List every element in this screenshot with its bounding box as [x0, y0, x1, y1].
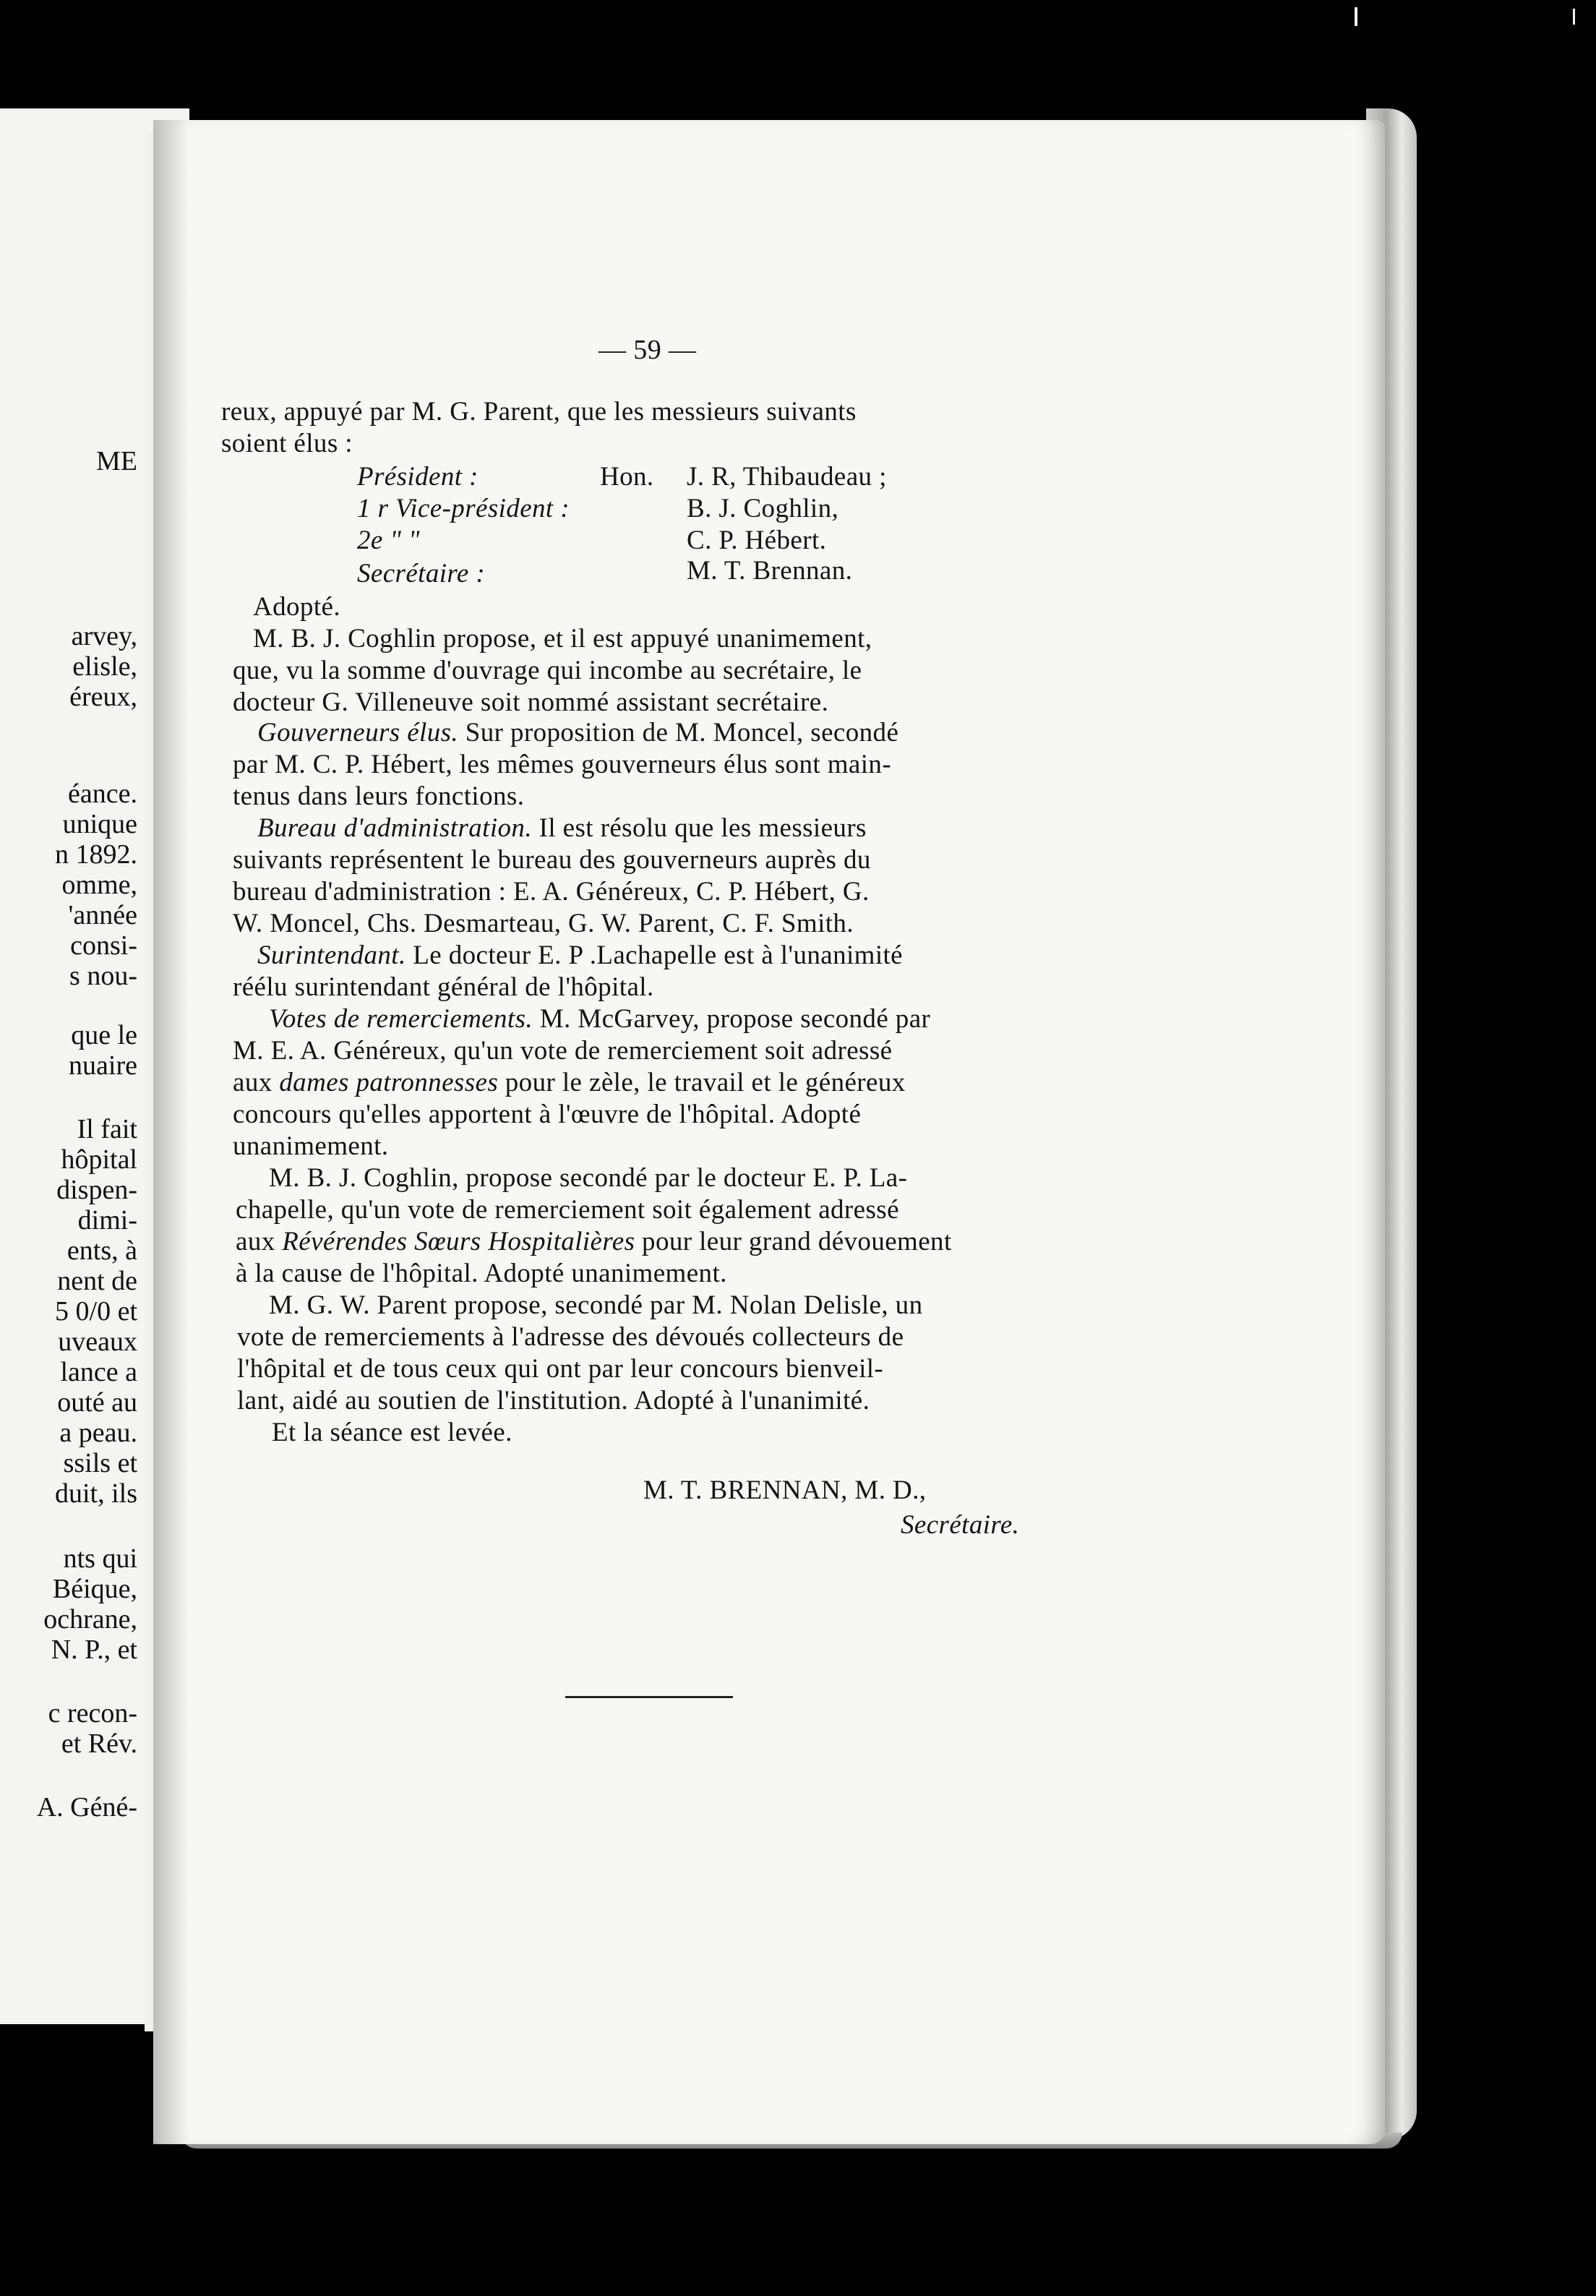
section-label: Surintendant.	[257, 941, 406, 970]
left-line: Il fait	[77, 1114, 137, 1144]
left-line: nts qui	[63, 1543, 137, 1574]
intro-line: reux, appuyé par M. G. Parent, que les messieurs suivants	[221, 397, 857, 427]
paragraph-line: vote de remerciements à l'adresse des dévoués collecteurs de	[237, 1322, 904, 1352]
left-line: elisle,	[72, 651, 137, 682]
paragraph-line: M. B. J. Coghlin propose, et il est appuyé unanimement,	[253, 624, 872, 654]
end-rule	[565, 1696, 733, 1698]
paragraph-line: M. G. W. Parent propose, secondé par M. Nolan Delisle, un	[269, 1290, 923, 1320]
officer-name: C. P. Hébert.	[687, 526, 827, 555]
left-line: nuaire	[69, 1050, 137, 1081]
left-line: duit, ils	[54, 1478, 137, 1509]
signature-name: M. T. BRENNAN, M. D.,	[643, 1475, 927, 1505]
officer-prefix: Hon.	[600, 462, 654, 492]
paragraph-line: à la cause de l'hôpital. Adopté unanimement.	[236, 1259, 727, 1288]
paragraph-line	[257, 717, 898, 748]
paragraph-text: aux	[233, 1068, 280, 1097]
left-line: arvey,	[71, 621, 137, 651]
officer-role: Secrétaire :	[357, 559, 486, 588]
paragraph-text: Il est résolu que les messieurs	[531, 813, 867, 843]
officer-name: B. J. Coghlin,	[687, 494, 839, 523]
paragraph-line: M. B. J. Coghlin, propose secondé par le docteur E. P. La-	[269, 1163, 908, 1193]
italic-phrase: Révérendes Sœurs Hospitalières	[282, 1227, 635, 1256]
officer-name: J. R, Thibaudeau ;	[687, 462, 887, 492]
paragraph-line: docteur G. Villeneuve soit nommé assistant secrétaire.	[233, 687, 829, 717]
left-line: consi-	[70, 930, 137, 961]
section-label: Gouverneurs élus.	[257, 718, 459, 748]
adopte-line: Adopté.	[253, 592, 340, 622]
officer-name: M. T. Brennan.	[687, 556, 853, 586]
paragraph-line: lant, aidé au soutien de l'institution. Adopté à l'unanimité.	[237, 1386, 870, 1415]
signature-title: Secrétaire.	[901, 1510, 1020, 1540]
left-line: ents, à	[66, 1235, 137, 1266]
gutter-shadow	[153, 120, 189, 2144]
paragraph-text: Sur proposition de M. Moncel, secondé	[458, 718, 899, 748]
paragraph-text: pour leur grand dévouement	[635, 1227, 952, 1256]
left-line: lance a	[60, 1357, 137, 1387]
paragraph-line	[236, 1226, 952, 1257]
section-label: Votes de remerciements.	[269, 1004, 533, 1034]
left-line: Béique,	[52, 1574, 137, 1604]
paragraph-line	[257, 813, 867, 844]
left-line: nent de	[57, 1266, 137, 1296]
paragraph-line: concours qu'elles apportent à l'œuvre de l'hôpital. Adopté	[233, 1100, 862, 1129]
left-line: A. Géné-	[36, 1792, 137, 1822]
intro-line: soient élus :	[221, 429, 353, 458]
left-line: et Rév.	[61, 1729, 137, 1759]
paragraph-line: par M. C. P. Hébert, les mêmes gouverneurs élus sont main-	[233, 750, 892, 779]
left-line: c recon-	[48, 1698, 137, 1729]
left-line: éance.	[68, 779, 137, 809]
paragraph-line: l'hôpital et de tous ceux qui ont par leur concours bienveil-	[237, 1354, 884, 1384]
left-line: omme,	[61, 870, 137, 900]
left-line: s nou-	[69, 961, 137, 991]
officer-role: Président :	[357, 462, 479, 492]
left-line: N. P., et	[51, 1635, 137, 1665]
left-line: dispen-	[56, 1175, 137, 1205]
paragraph-line	[269, 1003, 930, 1035]
left-line: n 1892.	[55, 839, 137, 870]
left-line: unique	[62, 809, 137, 839]
paragraph-line: que, vu la somme d'ouvrage qui incombe au secrétaire, le	[233, 656, 862, 685]
film-mark	[1355, 7, 1357, 26]
paragraph-line: chapelle, qu'un vote de remerciement soit également adressé	[236, 1195, 899, 1225]
left-line: ochrane,	[43, 1604, 137, 1635]
left-line: dimi-	[77, 1205, 137, 1235]
paragraph-line: bureau d'administration : E. A. Généreux, C. P. Hébert, G.	[233, 877, 870, 907]
paragraph-line: W. Moncel, Chs. Desmarteau, G. W. Parent, C. F. Smith.	[233, 909, 854, 938]
paragraph-line	[233, 1067, 906, 1098]
page-number: — 59 —	[598, 335, 697, 365]
closing-line: Et la séance est levée.	[272, 1418, 512, 1447]
section-label: Bureau d'administration.	[257, 813, 532, 843]
left-line: 'année	[68, 900, 137, 930]
paragraph-line: M. E. A. Généreux, qu'un vote de remerciement soit adressé	[233, 1036, 893, 1066]
paragraph-text: aux	[236, 1227, 283, 1256]
left-line: a peau.	[59, 1418, 137, 1448]
left-line: 5 0/0 et	[55, 1296, 137, 1327]
paragraph-line: unanimement.	[233, 1131, 389, 1161]
paragraph-text: Le docteur E. P .Lachapelle est à l'unanimité	[406, 941, 904, 970]
left-line: ssils et	[63, 1448, 137, 1478]
left-line: outé au	[57, 1387, 137, 1418]
paragraph-line: réélu surintendant général de l'hôpital.	[233, 972, 654, 1002]
paragraph-text: pour le zèle, le travail et le généreux	[498, 1068, 906, 1097]
paragraph-line: suivants représentent le bureau des gouverneurs auprès du	[233, 845, 871, 875]
italic-phrase: dames patronnesses	[279, 1068, 499, 1097]
officer-role: 2e " "	[357, 526, 420, 555]
paragraph-text: M. McGarvey, propose secondé par	[533, 1004, 931, 1034]
left-line: hôpital	[61, 1144, 137, 1175]
left-line: ME	[96, 446, 137, 476]
film-mark	[1573, 9, 1575, 25]
paragraph-line: tenus dans leurs fonctions.	[233, 781, 525, 811]
left-line: que le	[71, 1020, 137, 1050]
left-line: uveaux	[58, 1327, 137, 1357]
officer-role: 1 r Vice-président :	[357, 494, 570, 523]
paragraph-line	[257, 940, 903, 971]
left-line: éreux,	[69, 682, 137, 712]
